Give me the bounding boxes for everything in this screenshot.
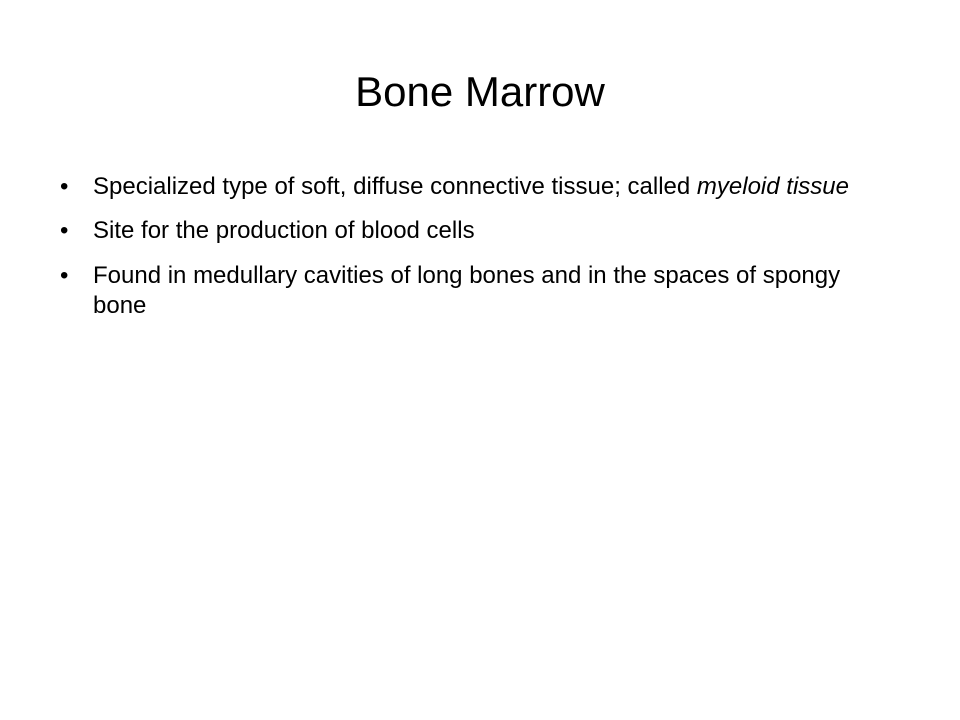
bullet-text [93,173,849,200]
bullet-text-plain: Specialized type of soft, diffuse connective tissue; called [93,173,697,200]
bullet-text-emphasis: myeloid tissue [696,173,849,200]
bullet-icon: • [60,173,69,200]
bullet-text: Found in medullary cavities of long bones and in the spaces of spongy bone [93,262,841,319]
list-item [60,172,900,202]
bullet-list [60,172,900,336]
slide-title: Bone Marrow [355,68,605,115]
list-item [60,261,900,321]
list-item [60,216,900,246]
bullet-icon: • [60,262,69,289]
bullet-icon: • [60,217,69,244]
bullet-text: Site for the production of blood cells [93,217,475,244]
